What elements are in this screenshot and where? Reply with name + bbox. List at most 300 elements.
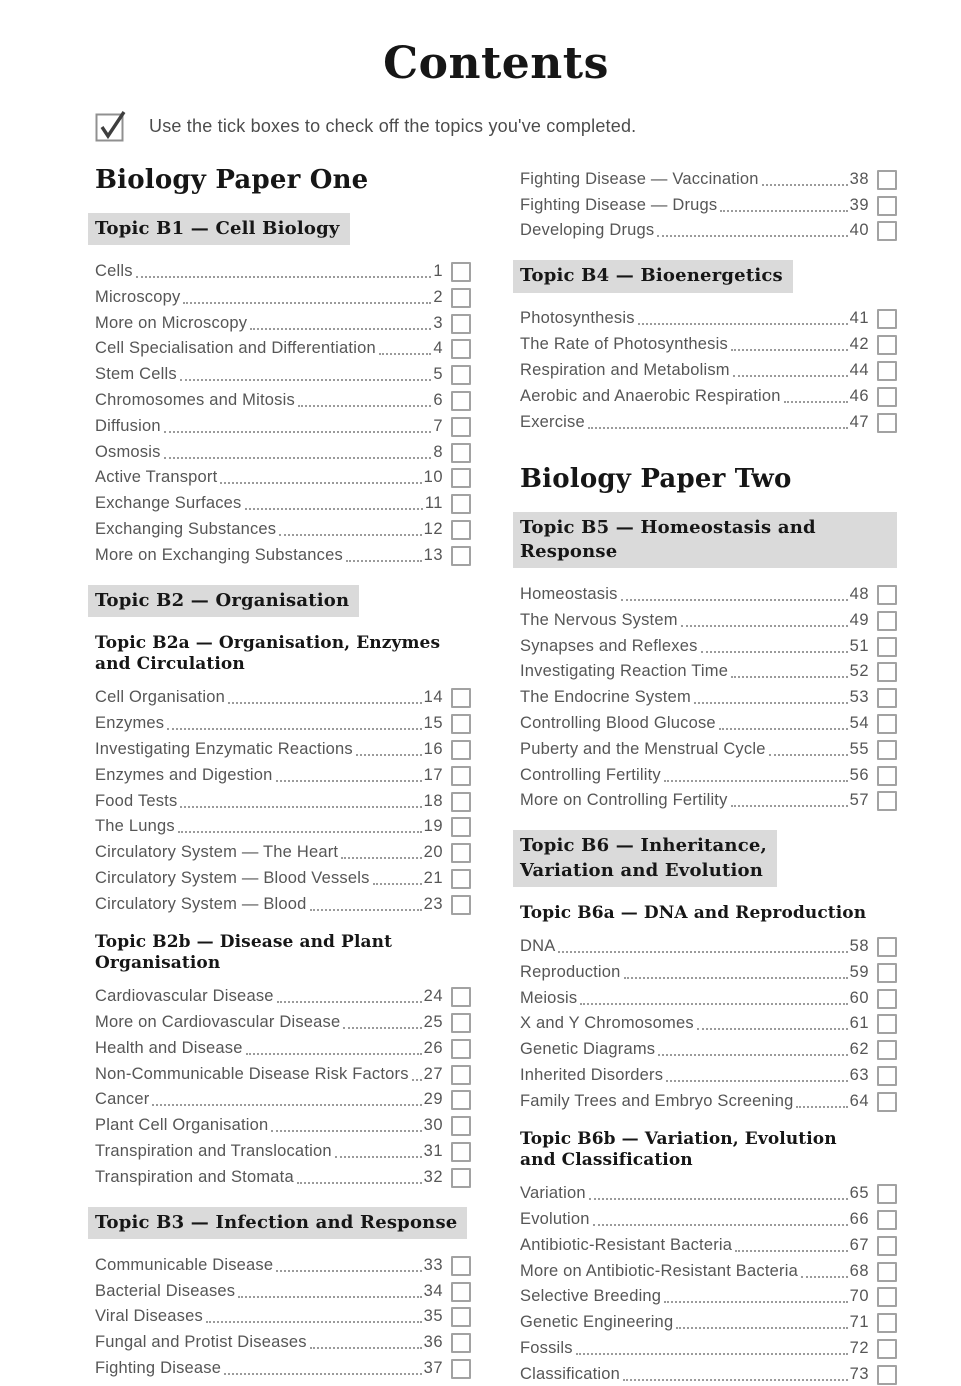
dotted-leader <box>250 328 431 330</box>
dotted-leader <box>621 599 848 601</box>
subtopic-header-text: and Circulation <box>95 654 245 675</box>
topic-header-text: Topic B3 — Infection and Response <box>95 1211 458 1233</box>
toc-entry-label: Communicable Disease <box>95 1255 274 1274</box>
tick-checkbox[interactable] <box>877 637 897 657</box>
page-number: 16 <box>423 740 443 759</box>
tick-checkbox[interactable] <box>877 1040 897 1060</box>
toc-entry-list <box>95 257 471 567</box>
tick-checkbox[interactable] <box>877 1287 897 1307</box>
toc-entry-label: More on Antibiotic-Resistant Bacteria <box>520 1261 798 1280</box>
tick-checkbox[interactable] <box>877 1313 897 1333</box>
dotted-leader <box>784 401 848 403</box>
toc-entry-label: The Lungs <box>95 817 175 836</box>
tick-checkbox[interactable] <box>451 869 471 889</box>
toc-entry <box>95 1328 471 1354</box>
subtopic-header-text: Topic B6b — Variation, Evolution <box>520 1128 837 1149</box>
toc-entry-label: Antibiotic-Resistant Bacteria <box>520 1235 733 1254</box>
dotted-leader <box>224 1373 422 1375</box>
page-number: 51 <box>849 636 869 655</box>
toc-entry-label: Cell Specialisation and Differentiation <box>95 339 376 358</box>
toc-entry <box>95 489 471 515</box>
paper-heading: Biology Paper Two <box>520 463 792 494</box>
page-number: 27 <box>423 1064 443 1083</box>
subtopic-header <box>95 932 471 975</box>
toc-entry <box>95 1354 471 1380</box>
tick-checkbox[interactable] <box>451 262 471 282</box>
toc-entry <box>520 1010 897 1036</box>
toc-entry <box>95 1277 471 1303</box>
page-number: 18 <box>423 791 443 810</box>
page-number: 66 <box>849 1209 869 1228</box>
tick-checkbox[interactable] <box>451 817 471 837</box>
dotted-leader <box>238 1296 421 1298</box>
topic-header-text: Topic B2 — Organisation <box>95 589 350 611</box>
page-number: 7 <box>433 416 443 435</box>
tick-checkbox[interactable] <box>877 1262 897 1282</box>
toc-entry-list <box>95 1251 471 1380</box>
page-number: 8 <box>433 442 443 461</box>
toc-entry <box>520 408 897 434</box>
dotted-leader <box>206 1321 422 1323</box>
tick-checkbox[interactable] <box>877 387 897 407</box>
tick-checkbox[interactable] <box>877 1066 897 1086</box>
tick-checkbox[interactable] <box>451 895 471 915</box>
toc-entry-label: Osmosis <box>95 442 161 461</box>
tick-checkbox[interactable] <box>451 714 471 734</box>
dotted-leader <box>731 676 848 678</box>
dotted-leader <box>593 1224 848 1226</box>
tick-checkbox[interactable] <box>451 688 471 708</box>
page-number: 53 <box>849 688 869 707</box>
page-number: 23 <box>423 894 443 913</box>
toc-entry-list <box>520 932 897 1113</box>
toc-entry <box>520 217 897 243</box>
dotted-leader <box>298 405 431 407</box>
toc-entry <box>520 1061 897 1087</box>
tick-checkbox[interactable] <box>451 1116 471 1136</box>
toc-entry <box>520 984 897 1010</box>
toc-entry-label: Fighting Disease <box>95 1358 222 1377</box>
tick-checkbox[interactable] <box>451 766 471 786</box>
toc-entry <box>95 360 471 386</box>
toc-entry <box>520 1360 897 1386</box>
page-number: 67 <box>849 1235 869 1254</box>
dotted-leader <box>343 1027 421 1029</box>
tick-checkbox[interactable] <box>877 714 897 734</box>
subtopic-header-text: Topic B6a — DNA and Reproduction <box>520 903 867 924</box>
page-number: 30 <box>423 1116 443 1135</box>
dotted-leader <box>276 780 422 782</box>
page-number: 61 <box>849 1014 869 1033</box>
page-number: 71 <box>849 1313 869 1332</box>
page-number: 29 <box>423 1090 443 1109</box>
tick-checkbox[interactable] <box>451 314 471 334</box>
toc-entry <box>95 684 471 710</box>
dotted-leader <box>681 625 848 627</box>
topic-header <box>95 1207 471 1239</box>
topic-header-text: Topic B5 — Homeostasis and Response <box>520 516 816 562</box>
dotted-leader <box>277 1001 422 1003</box>
toc-entry-label: Exchanging Substances <box>95 520 277 539</box>
toc-entry <box>95 787 471 813</box>
dotted-leader <box>167 728 421 730</box>
toc-entry-label: Meiosis <box>520 988 578 1007</box>
dotted-leader <box>341 857 421 859</box>
toc-entry-label: Active Transport <box>95 468 218 487</box>
tick-checkbox[interactable] <box>451 391 471 411</box>
dotted-leader <box>666 1080 847 1082</box>
instruction-text: Use the tick boxes to check off the topics you've completed. <box>149 115 637 136</box>
tick-checkbox[interactable] <box>877 989 897 1009</box>
toc-entry-label: More on Controlling Fertility <box>520 791 728 810</box>
page-number: 59 <box>849 962 869 981</box>
tick-checkbox[interactable] <box>451 365 471 385</box>
toc-entry-label: Inherited Disorders <box>520 1066 664 1085</box>
page-number: 55 <box>849 739 869 758</box>
page-number: 31 <box>423 1141 443 1160</box>
page-number: 62 <box>849 1040 869 1059</box>
dotted-leader <box>310 1347 422 1349</box>
tick-checkbox[interactable] <box>451 1282 471 1302</box>
tick-checkbox[interactable] <box>451 1256 471 1276</box>
toc-entry <box>95 1163 471 1189</box>
toc-entry-label: Viral Diseases <box>95 1307 203 1326</box>
tick-checkbox[interactable] <box>877 221 897 241</box>
tick-checkbox[interactable] <box>451 1359 471 1379</box>
toc-entry-label: The Endocrine System <box>520 688 691 707</box>
tick-checkbox[interactable] <box>877 688 897 708</box>
toc-entry-label: Genetic Engineering <box>520 1313 674 1332</box>
page-number: 26 <box>423 1038 443 1057</box>
toc-entry-label: Exercise <box>520 412 585 431</box>
tick-checkbox[interactable] <box>877 740 897 760</box>
page-number: 32 <box>423 1167 443 1186</box>
tick-checkbox[interactable] <box>877 937 897 957</box>
toc-entry-label: Diffusion <box>95 416 161 435</box>
toc-entry-label: Chromosomes and Mitosis <box>95 391 295 410</box>
dotted-leader <box>356 754 422 756</box>
dotted-leader <box>276 1270 421 1272</box>
tick-checkbox[interactable] <box>877 611 897 631</box>
toc-entry <box>95 864 471 890</box>
topic-header-text: Topic B1 — Cell Biology <box>95 218 340 239</box>
toc-entry <box>95 1086 471 1112</box>
tick-checkbox[interactable] <box>451 987 471 1007</box>
toc-entry-list <box>520 580 897 812</box>
toc-entry <box>95 735 471 761</box>
topic-header-text: Topic B4 — Bioenergetics <box>520 265 783 287</box>
page-number: 60 <box>849 988 869 1007</box>
toc-entry <box>520 1231 897 1257</box>
toc-entry-label: Controlling Fertility <box>520 765 661 784</box>
toc-entry-label: Classification <box>520 1364 621 1383</box>
tick-checkbox[interactable] <box>451 1090 471 1110</box>
toc-entry <box>520 958 897 984</box>
dotted-leader <box>271 1130 421 1132</box>
dotted-leader <box>624 977 848 979</box>
toc-entry-label: More on Cardiovascular Disease <box>95 1012 341 1031</box>
page-number: 73 <box>849 1364 869 1383</box>
dotted-leader <box>731 349 848 351</box>
topic-header-highlight <box>88 585 359 617</box>
toc-entry-label: Transpiration and Translocation <box>95 1141 332 1160</box>
page-number: 20 <box>423 843 443 862</box>
tick-checkbox[interactable] <box>451 1039 471 1059</box>
toc-entry <box>520 1035 897 1061</box>
page-number: 13 <box>423 545 443 564</box>
topic-header-text: Variation and Evolution <box>520 859 764 881</box>
tick-checkbox[interactable] <box>451 520 471 540</box>
dotted-leader <box>576 1353 848 1355</box>
tick-checkbox[interactable] <box>877 791 897 811</box>
tick-checkbox[interactable] <box>877 170 897 190</box>
toc-entry <box>520 382 897 408</box>
page-number: 47 <box>849 412 869 431</box>
page-number: 64 <box>849 1091 869 1110</box>
dotted-leader <box>638 323 848 325</box>
tick-checkbox[interactable] <box>877 1184 897 1204</box>
toc-entry-label: Investigating Enzymatic Reactions <box>95 740 353 759</box>
toc-entry <box>95 1008 471 1034</box>
tick-checkbox[interactable] <box>451 1333 471 1353</box>
toc-entry <box>520 761 897 787</box>
dotted-leader <box>346 560 422 562</box>
page-number: 41 <box>849 309 869 328</box>
toc-entry <box>520 1257 897 1283</box>
page-number: 68 <box>849 1261 869 1280</box>
toc-entry <box>520 330 897 356</box>
tick-checkbox[interactable] <box>451 1168 471 1188</box>
toc-entry-label: Photosynthesis <box>520 309 635 328</box>
dotted-leader <box>310 909 422 911</box>
dotted-leader <box>733 375 848 377</box>
topic-header <box>95 585 471 617</box>
dotted-leader <box>801 1276 848 1278</box>
page-number: 63 <box>849 1066 869 1085</box>
toc-entry-label: Genetic Diagrams <box>520 1040 656 1059</box>
toc-entry-list <box>95 982 471 1188</box>
page-number: 37 <box>423 1358 443 1377</box>
page-number: 57 <box>849 791 869 810</box>
toc-entry <box>520 356 897 382</box>
toc-entry-label: Food Tests <box>95 791 178 810</box>
toc-entry <box>95 890 471 916</box>
toc-entry-label: Health and Disease <box>95 1038 243 1057</box>
tick-checkbox[interactable] <box>877 766 897 786</box>
toc-entry <box>95 541 471 567</box>
tick-checkbox[interactable] <box>877 413 897 433</box>
tick-checkbox[interactable] <box>451 546 471 566</box>
instruction-row <box>95 109 897 143</box>
toc-entry-label: Plant Cell Organisation <box>95 1116 269 1135</box>
toc-entry-label: Stem Cells <box>95 365 177 384</box>
toc-columns <box>95 165 897 1386</box>
dotted-leader <box>731 805 848 807</box>
tick-checkbox[interactable] <box>877 309 897 329</box>
page-number: 34 <box>423 1281 443 1300</box>
dotted-leader <box>183 302 431 304</box>
tick-checkbox[interactable] <box>877 963 897 983</box>
toc-entry-list <box>95 684 471 916</box>
dotted-leader <box>246 1053 422 1055</box>
tick-checkbox[interactable] <box>451 443 471 463</box>
toc-entry-label: Cardiovascular Disease <box>95 987 274 1006</box>
dotted-leader <box>297 1182 422 1184</box>
topic-header-text: Topic B6 — Inheritance, <box>520 835 767 857</box>
toc-entry <box>520 1308 897 1334</box>
dotted-leader <box>335 1156 422 1158</box>
tick-checkbox[interactable] <box>877 1365 897 1385</box>
toc-entry <box>520 735 897 761</box>
tick-checkbox[interactable] <box>877 1014 897 1034</box>
dotted-leader <box>558 951 847 953</box>
toc-entry <box>95 464 471 490</box>
tick-checkbox[interactable] <box>451 1065 471 1085</box>
tick-checkbox[interactable] <box>451 288 471 308</box>
topic-header <box>520 830 897 887</box>
toc-entry-label: Cancer <box>95 1090 150 1109</box>
dotted-leader <box>136 276 432 278</box>
page-number: 17 <box>423 765 443 784</box>
toc-entry <box>520 606 897 632</box>
tick-checkbox[interactable] <box>877 335 897 355</box>
toc-entry <box>520 1283 897 1309</box>
toc-entry-label: Controlling Blood Glucose <box>520 714 716 733</box>
paper-heading: Biology Paper One <box>95 165 369 195</box>
subtopic-header-text: and Classification <box>520 1150 693 1171</box>
toc-entry <box>520 191 897 217</box>
toc-entry <box>520 632 897 658</box>
tick-checkbox[interactable] <box>451 792 471 812</box>
subtopic-header <box>520 903 897 924</box>
dotted-leader <box>720 210 847 212</box>
tick-checkbox[interactable] <box>451 1013 471 1033</box>
toc-entry <box>520 709 897 735</box>
page-number: 1 <box>433 262 443 281</box>
toc-entry <box>95 309 471 335</box>
page-number: 72 <box>849 1338 869 1357</box>
tick-checkbox[interactable] <box>451 740 471 760</box>
toc-entry <box>520 1334 897 1360</box>
dotted-leader <box>164 431 432 433</box>
toc-entry-label: Family Trees and Embryo Screening <box>520 1091 794 1110</box>
toc-entry-label: Selective Breeding <box>520 1287 662 1306</box>
toc-entry-label: Fighting Disease — Vaccination <box>520 169 759 188</box>
dotted-leader <box>588 427 848 429</box>
tick-checkbox[interactable] <box>877 1236 897 1256</box>
page-number: 46 <box>849 386 869 405</box>
dotted-leader <box>412 1079 422 1081</box>
dotted-leader <box>228 702 422 704</box>
subtopic-header <box>520 1129 897 1172</box>
tick-checkbox[interactable] <box>877 1339 897 1359</box>
toc-entry-label: X and Y Chromosomes <box>520 1014 694 1033</box>
dotted-leader <box>180 806 421 808</box>
page-number: 2 <box>433 287 443 306</box>
dotted-leader <box>676 1327 847 1329</box>
tick-checkbox[interactable] <box>451 1307 471 1327</box>
toc-entry <box>95 412 471 438</box>
topic-header-highlight <box>513 512 897 569</box>
toc-entry-label: Homeostasis <box>520 585 618 604</box>
dotted-leader <box>694 702 848 704</box>
dotted-leader <box>580 1003 847 1005</box>
dotted-leader <box>719 728 848 730</box>
page-number: 54 <box>849 714 869 733</box>
page-number: 38 <box>849 169 869 188</box>
page-number: 58 <box>849 937 869 956</box>
tick-checkbox[interactable] <box>451 1142 471 1162</box>
toc-entry-label: Circulatory System — Blood Vessels <box>95 869 370 888</box>
page-title: Contents <box>383 38 609 89</box>
toc-entry <box>520 165 897 191</box>
page-number: 70 <box>849 1287 869 1306</box>
toc-entry-label: Evolution <box>520 1209 590 1228</box>
toc-entry <box>95 813 471 839</box>
toc-entry <box>95 982 471 1008</box>
tick-checkbox[interactable] <box>451 417 471 437</box>
page-number: 24 <box>423 987 443 1006</box>
tick-checkbox[interactable] <box>451 494 471 514</box>
tick-checkbox[interactable] <box>877 585 897 605</box>
toc-entry-label: Fighting Disease — Drugs <box>520 195 718 214</box>
toc-entry <box>520 658 897 684</box>
page-number: 42 <box>849 335 869 354</box>
toc-entry <box>95 838 471 864</box>
page-number: 14 <box>423 688 443 707</box>
page-number: 10 <box>423 468 443 487</box>
toc-entry-label: Variation <box>520 1184 586 1203</box>
dotted-leader <box>180 379 432 381</box>
toc-entry-label: Circulatory System — Blood <box>95 894 307 913</box>
toc-entry <box>520 580 897 606</box>
page-number: 5 <box>433 365 443 384</box>
dotted-leader <box>623 1379 848 1381</box>
toc-entry-label: Enzymes and Digestion <box>95 765 273 784</box>
toc-entry-label: Investigating Reaction Time <box>520 662 729 681</box>
dotted-leader <box>796 1106 847 1108</box>
topic-header <box>95 213 471 245</box>
toc-entry-label: Exchange Surfaces <box>95 494 242 513</box>
toc-entry <box>520 1087 897 1113</box>
checked-tick-box-icon <box>95 111 125 141</box>
toc-column-left <box>95 165 471 1380</box>
tick-checkbox[interactable] <box>877 1092 897 1112</box>
toc-column-right <box>520 165 897 1386</box>
toc-entry <box>520 1179 897 1205</box>
tick-checkbox[interactable] <box>877 196 897 216</box>
page-number: 6 <box>433 391 443 410</box>
tick-checkbox[interactable] <box>877 361 897 381</box>
toc-entry-list <box>520 305 897 434</box>
page-number: 35 <box>423 1307 443 1326</box>
toc-entry-label: The Nervous System <box>520 610 678 629</box>
page-number: 40 <box>849 221 869 240</box>
page-number: 25 <box>423 1012 443 1031</box>
toc-entry-label: Circulatory System — The Heart <box>95 843 339 862</box>
page-number: 3 <box>433 313 443 332</box>
tick-checkbox[interactable] <box>877 1210 897 1230</box>
toc-entry-label: Cell Organisation <box>95 688 225 707</box>
tick-checkbox[interactable] <box>451 843 471 863</box>
subtopic-header <box>95 633 471 676</box>
toc-entry <box>95 1111 471 1137</box>
toc-entry <box>95 257 471 283</box>
toc-entry-list <box>520 165 897 242</box>
tick-checkbox[interactable] <box>451 468 471 488</box>
tick-checkbox[interactable] <box>451 339 471 359</box>
tick-checkbox[interactable] <box>877 662 897 682</box>
